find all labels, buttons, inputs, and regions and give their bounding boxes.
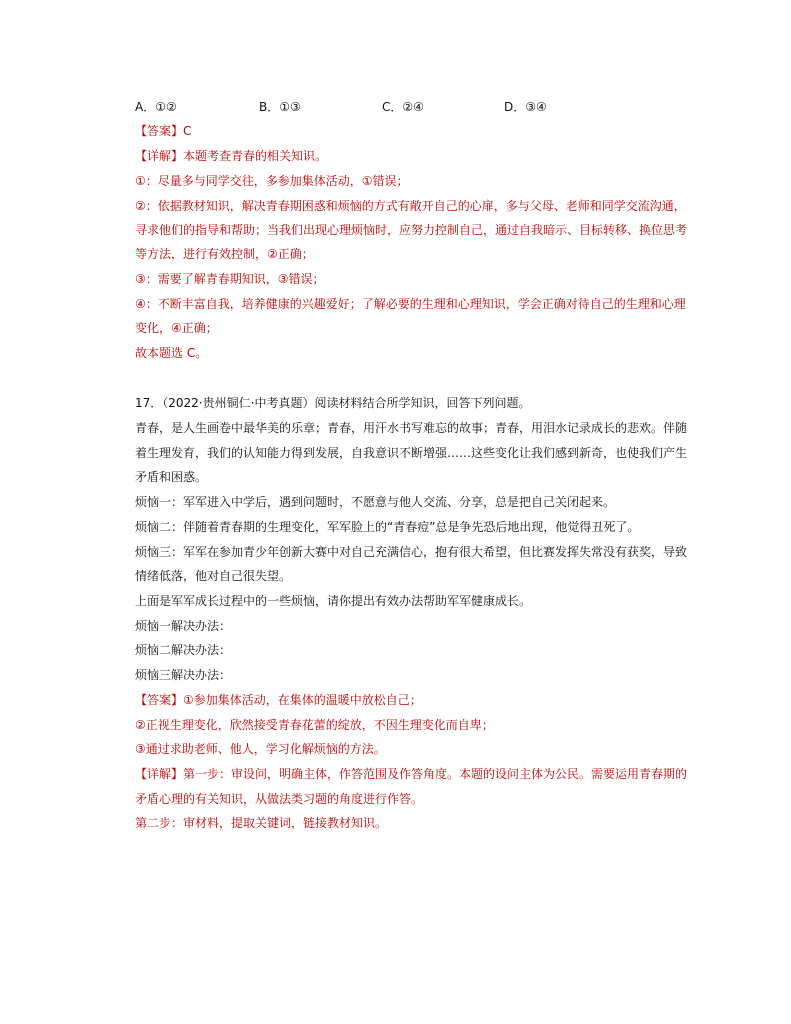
- q16-point-2-line-3: 等方法，进行有效控制，②正确；: [135, 247, 314, 261]
- q17-answer-2: ②正视生理变化，欣然接受青春花蕾的绽放，不因生理变化而自卑；: [135, 718, 494, 732]
- q17-prompt: 上面是军军成长过程中的一些烦恼，请你提出有效办法帮助军军健康成长。: [135, 594, 532, 608]
- q17-solution-2-label: 烦恼二解决办法：: [135, 643, 232, 657]
- q16-point-2-line-2: 寻求他们的指导和帮助；当我们出现心理烦恼时，应努力控制自己，通过自我暗示、目标转移、换位思考: [135, 223, 688, 237]
- q16-point-4-line-1: ④：不断丰富自我，培养健康的兴趣爱好；了解必要的生理和心理知识，学会正确对待自己的生理和心理: [135, 297, 686, 311]
- q17-solution-1-label: 烦恼一解决办法：: [135, 619, 232, 633]
- q17-trouble-3-line-2: 情绪低落，他对自己很失望。: [135, 569, 292, 583]
- q16-detail-intro: 【详解】本题考查青春的相关知识。: [135, 149, 328, 163]
- q17-trouble-3-line-1: 烦恼三：军军在参加青少年创新大赛中对自己充满信心，抱有很大希望，但比赛发挥失常没有获奖，导致: [135, 545, 688, 559]
- option-d: D．③④: [504, 100, 547, 114]
- q16-point-2-line-1: ②：依据教材知识，解决青春期困惑和烦恼的方式有敞开自己的心扉，多与父母、老师和同学交流沟通，: [135, 199, 686, 213]
- q16-point-1: ①：尽量多与同学交往，多参加集体活动，①错误；: [135, 174, 409, 188]
- q17-answer-3: ③通过求助老师、他人，学习化解烦恼的方法。: [135, 742, 386, 756]
- q17-material-line-3: 矛盾和困惑。: [135, 470, 208, 484]
- q17-material-line-2: 着生理发育，我们的认知能力得到发展，自我意识不断增强……这些变化让我们感到新奇，也使我们产生: [135, 446, 688, 460]
- option-b: B．①③: [259, 100, 301, 114]
- q16-conclusion: 故本题选 C。: [135, 346, 208, 360]
- q17-solution-3-label: 烦恼三解决办法：: [135, 668, 232, 682]
- q17-detail-step-2: 第二步：审材料，提取关键词，链接教材知识。: [135, 816, 388, 830]
- q17-material-line-1: 青春，是人生画卷中最华美的乐章；青春，用汗水书写难忘的故事；青春，用泪水记录成长的悲欢。伴随: [135, 421, 688, 435]
- q17-header: 17．（2022·贵州铜仁·中考真题）阅读材料结合所学知识，回答下列问题。: [135, 396, 531, 410]
- option-a: A．①②: [135, 100, 177, 114]
- q16-point-3: ③：需要了解青春期知识，③错误；: [135, 272, 325, 286]
- q17-detail-step-1-line-2: 矛盾心理的有关知识，从做法类习题的角度进行作答。: [135, 792, 424, 806]
- q16-point-4-line-2: 变化，④正确；: [135, 321, 218, 335]
- q17-detail-step-1-line-1: 【详解】第一步：审设问，明确主体，作答范围及作答角度。本题的设问主体为公民。需要运用青春期的: [135, 767, 688, 781]
- q17-trouble-2: 烦恼二：伴随着青春期的生理变化，军军脸上的“青春痘”总是争先恐后地出现，他觉得丑死了。: [135, 520, 640, 534]
- q16-answer: 【答案】C: [135, 124, 192, 138]
- q17-answer-1: 【答案】①参加集体活动，在集体的温暖中放松自己；: [135, 693, 422, 707]
- option-c: C．②④: [382, 100, 424, 114]
- q17-trouble-1: 烦恼一：军军进入中学后，遇到问题时，不愿意与他人交流、分享，总是把自己关闭起来。: [135, 495, 616, 509]
